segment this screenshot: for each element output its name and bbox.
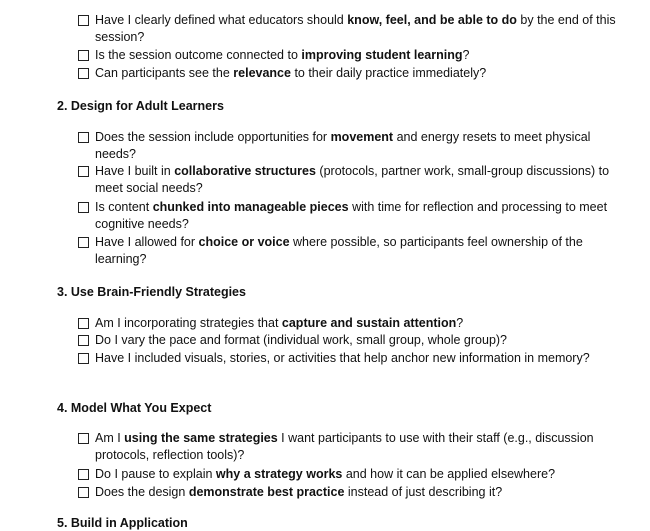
checkbox-icon[interactable] bbox=[78, 335, 89, 346]
checkbox-icon[interactable] bbox=[78, 202, 89, 213]
checkbox-icon[interactable] bbox=[78, 469, 89, 480]
section-heading: 2. Design for Adult Learners bbox=[57, 99, 224, 113]
checklist-item-text bbox=[95, 12, 618, 46]
bold-phrase: improving student learning bbox=[301, 48, 463, 62]
text-run: Is content bbox=[95, 200, 153, 214]
checklist-item-text bbox=[95, 129, 618, 163]
checkbox-icon[interactable] bbox=[78, 353, 89, 364]
text-run: by the end of this session? bbox=[95, 13, 616, 44]
checkbox-icon[interactable] bbox=[78, 50, 89, 61]
checklist-item bbox=[78, 332, 618, 349]
text-run: with time for reflection and processing to meet cognitive needs? bbox=[95, 200, 608, 231]
text-run: instead of just describing it? bbox=[344, 485, 503, 499]
checklist-item-text bbox=[95, 332, 618, 349]
bold-phrase: choice or voice bbox=[198, 235, 290, 249]
text-run: Have I built in bbox=[95, 164, 175, 178]
bold-phrase: capture and sustain attention bbox=[281, 316, 457, 330]
text-run: ? bbox=[456, 316, 464, 330]
text-run: Do I vary the pace and format (individual work, small group, whole group)? bbox=[95, 333, 508, 347]
checkbox-icon[interactable] bbox=[78, 132, 89, 143]
checklist-item bbox=[78, 47, 618, 64]
bold-phrase: why a strategy works bbox=[215, 467, 343, 481]
checklist-item-text bbox=[95, 163, 618, 197]
section-heading: 4. Model What You Expect bbox=[57, 401, 212, 415]
checklist-item bbox=[78, 484, 618, 501]
bold-phrase: relevance bbox=[233, 66, 291, 80]
checklist-item-text bbox=[95, 350, 618, 367]
checklist-item bbox=[78, 315, 618, 332]
checklist-item bbox=[78, 466, 618, 483]
checklist-item-text bbox=[95, 47, 618, 64]
checklist-item bbox=[78, 163, 618, 197]
text-run: Is the session outcome connected to bbox=[95, 48, 302, 62]
section-heading: 5. Build in Application bbox=[57, 516, 188, 530]
text-run: I want participants to use with their staff (e.g., discussion protocols, reflection tools)? bbox=[95, 431, 594, 462]
checkbox-icon[interactable] bbox=[78, 68, 89, 79]
checkbox-icon[interactable] bbox=[78, 433, 89, 444]
bold-phrase: using the same strategies bbox=[124, 431, 278, 445]
text-run: Can participants see the bbox=[95, 66, 234, 80]
checklist-item bbox=[78, 234, 618, 268]
text-run: to their daily practice immediately? bbox=[290, 66, 487, 80]
checklist-item bbox=[78, 430, 618, 464]
checklist-item-text bbox=[95, 484, 618, 501]
text-run: (protocols, partner work, small-group discussions) to meet social needs? bbox=[95, 164, 610, 195]
section-heading: 3. Use Brain-Friendly Strategies bbox=[57, 285, 246, 299]
bold-phrase: collaborative structures bbox=[174, 164, 316, 178]
text-run: Have I allowed for bbox=[95, 235, 199, 249]
text-run: Does the session include opportunities for bbox=[95, 130, 331, 144]
checklist-item-text bbox=[95, 430, 618, 464]
text-run: Do I pause to explain bbox=[95, 467, 216, 481]
checkbox-icon[interactable] bbox=[78, 237, 89, 248]
checklist-item-text bbox=[95, 199, 618, 233]
checklist-item-text bbox=[95, 234, 618, 268]
bold-phrase: know, feel, and be able to do bbox=[347, 13, 517, 27]
text-run: ? bbox=[462, 48, 470, 62]
checklist-item-text bbox=[95, 315, 618, 332]
text-run: Have I included visuals, stories, or activities that help anchor new information in memory? bbox=[95, 351, 590, 365]
bold-phrase: movement bbox=[330, 130, 394, 144]
text-run: Have I clearly defined what educators should bbox=[95, 13, 348, 27]
checklist-item bbox=[78, 129, 618, 163]
text-run: and how it can be applied elsewhere? bbox=[342, 467, 556, 481]
bold-phrase: demonstrate best practice bbox=[188, 485, 345, 499]
checklist-item-text bbox=[95, 466, 618, 483]
text-run: Am I bbox=[95, 431, 125, 445]
text-run: where possible, so participants feel ownership of the learning? bbox=[95, 235, 583, 266]
checkbox-icon[interactable] bbox=[78, 166, 89, 177]
checklist-item bbox=[78, 199, 618, 233]
text-run: Am I incorporating strategies that bbox=[95, 316, 282, 330]
bold-phrase: chunked into manageable pieces bbox=[152, 200, 349, 214]
text-run: and energy resets to meet physical needs? bbox=[95, 130, 591, 161]
text-run: Does the design bbox=[95, 485, 189, 499]
checklist-item bbox=[78, 65, 618, 82]
checkbox-icon[interactable] bbox=[78, 487, 89, 498]
checklist-item bbox=[78, 350, 618, 367]
checklist-item bbox=[78, 12, 618, 46]
checklist-item-text bbox=[95, 65, 618, 82]
checkbox-icon[interactable] bbox=[78, 15, 89, 26]
checkbox-icon[interactable] bbox=[78, 318, 89, 329]
